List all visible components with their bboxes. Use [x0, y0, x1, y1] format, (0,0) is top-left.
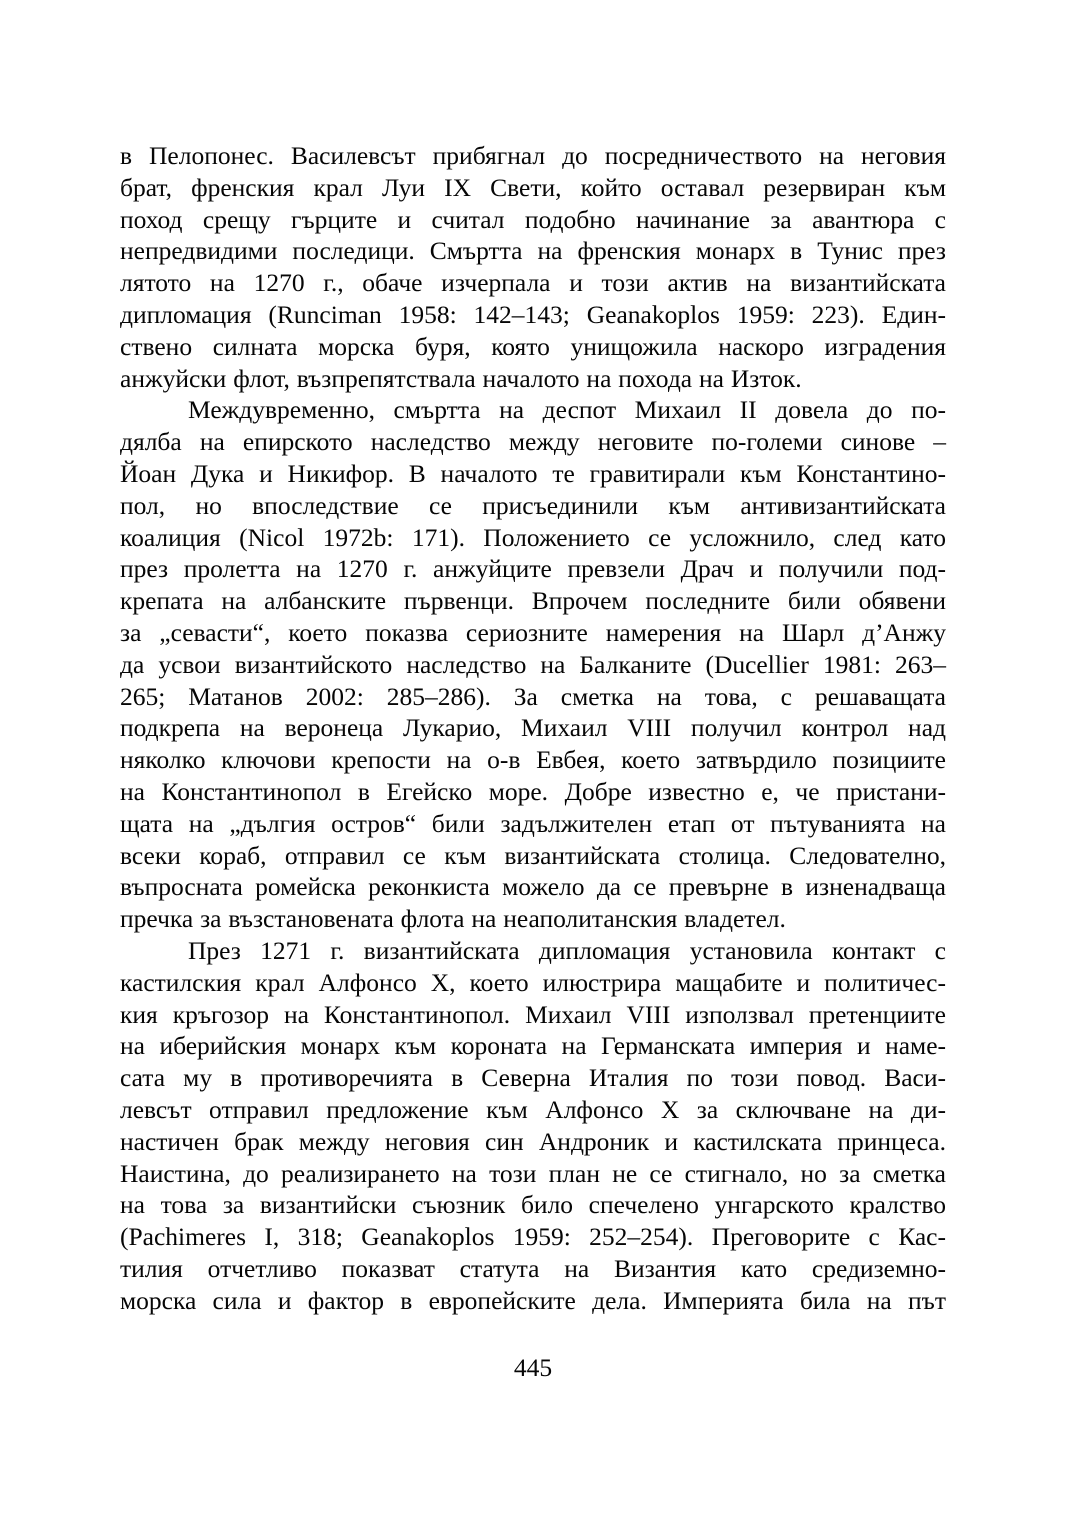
text-line: анжуйски флот, възпрепятствала началото на похода на Изток.: [120, 363, 802, 393]
text-line: Междувременно, смъртта на деспот Михаил II довела до по-: [188, 395, 946, 425]
text-line: поход срещу гърците и считал подобно начинание за авантюра с: [120, 204, 946, 234]
text-line: Йоан Дука и Никифор. В началото те гравитирали към Константино-: [120, 458, 946, 488]
text-line: настичен брак между неговия син Андроник и кастилската принцеса.: [120, 1126, 946, 1156]
text-block: [120, 140, 946, 1316]
text-line: левсът отправил предложение към Алфонсо X за сключване на ди-: [120, 1094, 946, 1124]
text-line: да усвои византийското наследство на Балканите (Ducellier 1981: 263–: [120, 649, 946, 679]
text-line: коалиция (Nicol 1972b: 171). Положението се усложнило, след като: [120, 522, 946, 552]
text-line: дипломация (Runciman 1958: 142–143; Geanakoplos 1959: 223). Един-: [120, 299, 946, 329]
text-line: кастилския крал Алфонсо X, което илюстрира мащабите и политичес-: [120, 967, 946, 997]
text-line: на това за византийски съюзник било спечелено унгарското кралство: [120, 1190, 946, 1220]
text-line: щата на „дългия остров“ били задължителен етап от пътуванията на: [120, 808, 946, 838]
text-line: дялба на епирското наследство между неговите по-големи синове –: [120, 427, 946, 457]
text-line: всеки кораб, отправил се към византийската столица. Следователно,: [120, 840, 946, 870]
text-line: През 1271 г. византийската дипломация установила контакт с: [188, 935, 946, 965]
paragraph: [120, 140, 946, 394]
paragraphs: [120, 140, 946, 1316]
text-line: тилия отчетливо показват статута на Византия като средиземно-: [120, 1253, 946, 1283]
text-line: морска сила и фактор в европейските дела. Империята била на път: [120, 1285, 946, 1315]
text-line: няколко ключови крепости на о-в Евбея, което затвърдило позициите: [120, 745, 946, 775]
text-line: през пролетта на 1270 г. анжуйците превзели Драч и получили под-: [120, 554, 946, 584]
text-line: сата му в противоречията в Северна Италия по този повод. Васи-: [120, 1063, 946, 1093]
text-line: въпросната ромейска реконкиста можело да се превърне в изненадваща: [120, 872, 946, 902]
text-line: на Константинопол в Егейско море. Добре известно е, че пристани-: [120, 776, 946, 806]
text-line: в Пелопонес. Василевсът прибягнал до посредничеството на неговия: [120, 141, 946, 170]
text-line: Наистина, до реализирането на този план не се стигнало, но за сметка: [120, 1158, 946, 1188]
text-line: пол, но впоследствие се присъединили към антивизантийската: [120, 490, 946, 520]
text-line: 265; Матанов 2002: 285–286). За сметка на това, с решаващата: [120, 681, 946, 711]
paragraph: [120, 394, 946, 935]
text-line: кия кръгозор на Константинопол. Михаил VIII използвал претенциите: [120, 999, 946, 1029]
text-line: крепата на албанските първенци. Впрочем последните били обявени: [120, 586, 946, 616]
text-line: на иберийския монарх към короната на Германската империя и наме-: [120, 1031, 946, 1061]
text-line: лятото на 1270 г., обаче изчерпала и този актив на византийската: [120, 268, 946, 298]
paragraph: [120, 935, 946, 1317]
page-number: 445: [513, 1353, 553, 1382]
text-line: непредвидими последици. Смъртта на френския монарх в Тунис през: [120, 236, 946, 266]
text-line: ствено силната морска буря, която унищожила наскоро изградения: [120, 331, 946, 361]
text-line: за „севасти“, което показва сериозните намерения на Шарл д’Анжу: [120, 617, 946, 647]
text-line: брат, френския крал Луи IX Свети, който оставал резервиран към: [120, 172, 946, 202]
text-line: подкрепа на веронеца Лукарио, Михаил VIII получил контрол над: [120, 713, 946, 743]
text-line: пречка за възстановената флота на неаполитанския владетел.: [120, 904, 786, 934]
text-line: (Pachimeres I, 318; Geanakoplos 1959: 252–254). Преговорите с Кас-: [120, 1222, 946, 1252]
